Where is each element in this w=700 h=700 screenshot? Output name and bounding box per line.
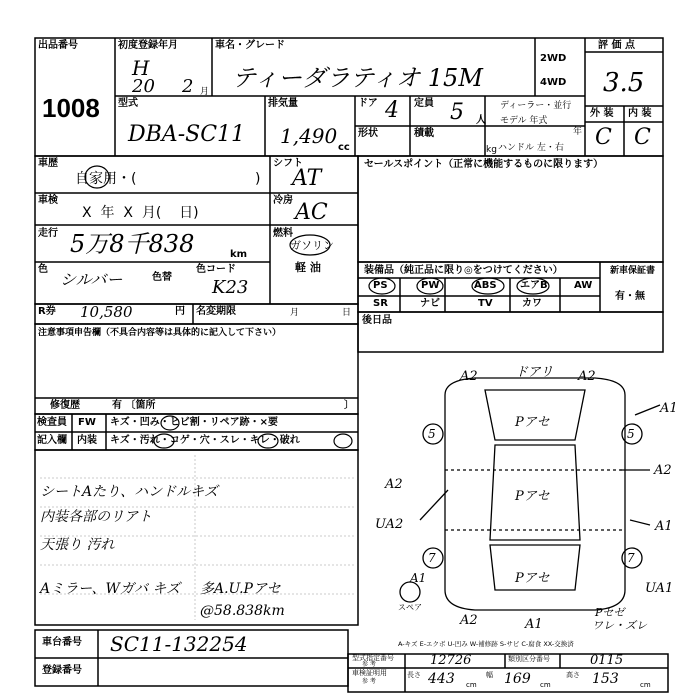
fuel-value-diesel: 軽 油 [295, 261, 321, 274]
car-name: ティーダラティオ 15M [232, 64, 483, 92]
exterior-label: 外 装 [590, 108, 614, 119]
diagram-mark: 5 [627, 427, 635, 441]
diagram-mark: スペア [398, 603, 422, 612]
note-line-4: Aミラー、Wガバ キズ [40, 581, 181, 597]
entry-label: 記入欄 [37, 435, 67, 446]
equip-ps: PS [373, 280, 388, 291]
ac-label: 冷房 [273, 195, 293, 206]
equip-navi: ナビ [420, 298, 440, 309]
mileage-value: 5万8千838 [70, 230, 195, 258]
equip-tv: TV [478, 298, 493, 309]
class-label: 類別区分番号 [508, 655, 550, 663]
inspector-label: 検査員 [37, 417, 67, 428]
diagram-mark: ワレ・ズレ [592, 619, 647, 632]
dealer-label: ディーラー・並行 [500, 101, 572, 111]
note-line-2: 内装各部のリアト [40, 509, 152, 525]
cm-unit-3: cm [640, 681, 651, 689]
interior-label: 内 装 [628, 108, 652, 119]
diagram-mark: A1 [655, 519, 673, 534]
diagram-mark: 5 [428, 427, 436, 441]
exterior-value: C [595, 125, 612, 150]
chassis-value: SC11-132254 [110, 632, 248, 656]
equip-airbag: エアB [520, 280, 548, 291]
diagram-mark: 7 [627, 551, 635, 565]
first-reg-era: H [132, 56, 150, 80]
grade-value: 3.5 [603, 68, 645, 98]
grade-label: 評 価 点 [598, 40, 635, 51]
lot-number: 1008 [42, 93, 100, 123]
displacement-value: 1,490 [280, 124, 338, 148]
repair-value: 有 〔箇所 [112, 400, 156, 411]
diagram-mark: A1 [525, 617, 543, 632]
mileage-label: 走行 [38, 228, 58, 239]
diagram-legend: A-キズ E-エクボ U-凹み W-補修跡 S-サビ C-腐食 XX-交換済 [398, 640, 574, 648]
registration-label: 登録番号 [42, 665, 82, 676]
lot-label: 出品番号 [38, 40, 78, 51]
recycle-label: R券 [38, 306, 56, 317]
diagram-mark: A1 [410, 571, 427, 585]
equip-leather: カワ [522, 298, 542, 309]
length-value: 443 [428, 671, 455, 687]
fuel-value-gasoline: ガソリン [290, 239, 334, 252]
car-name-label: 車名・グレード [215, 40, 285, 51]
diagram-mark: Pアセ [515, 415, 550, 430]
inspection-value: X 年 X 月( 日) [82, 205, 199, 221]
km-unit: km [230, 249, 248, 260]
chassis-label: 車台番号 [42, 637, 82, 648]
shift-label: シフト [273, 158, 303, 169]
title-deadline-label: 名変期限 [196, 306, 236, 317]
load-label: 積載 [414, 128, 434, 139]
length-label: 長さ [407, 671, 421, 679]
note-line-1: シートAたり、ハンドルキズ [40, 484, 218, 500]
diagram-mark: ドアリ [515, 365, 554, 380]
height-value: 153 [592, 671, 619, 687]
warranty-value: 有・無 [615, 291, 645, 302]
cert-label: 車検証明用 [352, 669, 387, 677]
repair-label: 修復歴 [50, 400, 80, 411]
inspector-code-fw: FW [78, 417, 96, 428]
note-extra-2: @58.838km [200, 603, 285, 619]
color-code-value: K23 [212, 277, 249, 298]
history-label: 車歴 [38, 158, 58, 169]
model-year-label: モデル 年式 [500, 116, 548, 126]
first-reg-label: 初度登録年月 [118, 40, 178, 51]
class-value: 0115 [590, 653, 624, 668]
yen-unit: 円 [175, 306, 185, 317]
color-label: 色 [38, 264, 48, 275]
cc-unit: cc [338, 142, 350, 153]
drive-4wd: 4WD [540, 77, 567, 88]
diagram-mark: UA2 [375, 517, 404, 532]
ref-label-2: 参 考 [362, 678, 376, 685]
capacity-label: 定員 [414, 98, 434, 109]
notes-label: 注意事項申告欄（不具合内容等は具体的に記入して下さい） [38, 328, 282, 338]
diagram-mark: A2 [460, 369, 478, 384]
shift-value: AT [292, 166, 322, 191]
diagram-mark: Pアセ [515, 489, 550, 504]
first-reg-month: 2 [182, 76, 194, 97]
cm-unit-1: cm [466, 681, 477, 689]
note-line-3: 天張り 汚れ [40, 537, 115, 553]
cm-unit-2: cm [540, 681, 551, 689]
displacement-label: 排気量 [268, 98, 298, 109]
title-day: 日 [342, 308, 352, 318]
inspector-interior-keys: キズ・汚れ・コゲ・穴・スレ・キレ・破れ [110, 435, 300, 446]
diagram-mark: Pアセ [515, 571, 550, 586]
diagram-mark: A2 [654, 463, 672, 478]
color-code-label: 色コード [196, 264, 236, 275]
equip-sr: SR [373, 298, 388, 309]
equip-pw: PW [421, 280, 440, 291]
equip-abs: ABS [474, 280, 497, 291]
handle-label: ハンドル 左・右 [498, 143, 564, 153]
ac-value: AC [295, 200, 328, 225]
model-value: DBA-SC11 [128, 122, 246, 147]
capacity-value: 5 [450, 100, 464, 125]
person-unit: 人 [476, 115, 486, 126]
note-extra-1: 多A.U.Pアセ [200, 581, 281, 597]
color-change-label: 色替 [152, 272, 172, 283]
title-month: 月 [290, 308, 300, 318]
diagram-mark: 7 [428, 551, 436, 565]
equip-aw: AW [574, 280, 593, 291]
diagram-mark: UA1 [645, 581, 674, 596]
diagram-mark: A2 [385, 477, 403, 492]
drive-2wd: 2WD [540, 53, 567, 64]
history-close: ) [255, 171, 261, 187]
door-label: ドア [358, 98, 378, 109]
diagram-mark: Pセゼ [595, 606, 625, 619]
type-cert-value: 12726 [430, 653, 472, 668]
type-cert-label: 型式指定番号 [352, 654, 394, 662]
fuel-label: 燃料 [273, 228, 293, 239]
month-suffix: 月 [200, 87, 210, 97]
first-reg-year: 20 [132, 76, 155, 97]
height-label: 高さ [566, 671, 580, 679]
year-unit: 年 [573, 127, 583, 137]
inspection-label: 車検 [38, 195, 58, 206]
door-value: 4 [385, 98, 399, 123]
recycle-value: 10,580 [80, 303, 133, 321]
sales-point-label: セールスポイント（正常に機能するものに限ります） [364, 159, 604, 170]
shape-label: 形状 [358, 128, 378, 139]
inspector-code-interior: 内装 [77, 435, 97, 446]
repair-close: 〕 [344, 400, 354, 411]
diagram-mark: A2 [460, 613, 478, 628]
warranty-label: 新車保証書 [610, 266, 656, 276]
equipment-label: 装備品（純正品に限り◎をつけてください） [364, 265, 563, 276]
model-label: 型式 [118, 98, 138, 109]
diagram-mark: A2 [578, 369, 596, 384]
interior-value: C [634, 125, 651, 150]
width-label: 幅 [486, 671, 493, 679]
diagram-mark: A1 [660, 401, 678, 416]
width-value: 169 [504, 671, 531, 687]
kg-unit: kg [486, 145, 497, 155]
after-items-label: 後日品 [362, 315, 392, 326]
ref-label-1: 参 考 [362, 661, 376, 668]
color-value: シルバー [60, 270, 123, 289]
history-value: 自家用・( [75, 171, 137, 187]
inspector-exterior-keys: キズ・凹み・ヒビ割・リペア跡・×要 [110, 417, 278, 428]
